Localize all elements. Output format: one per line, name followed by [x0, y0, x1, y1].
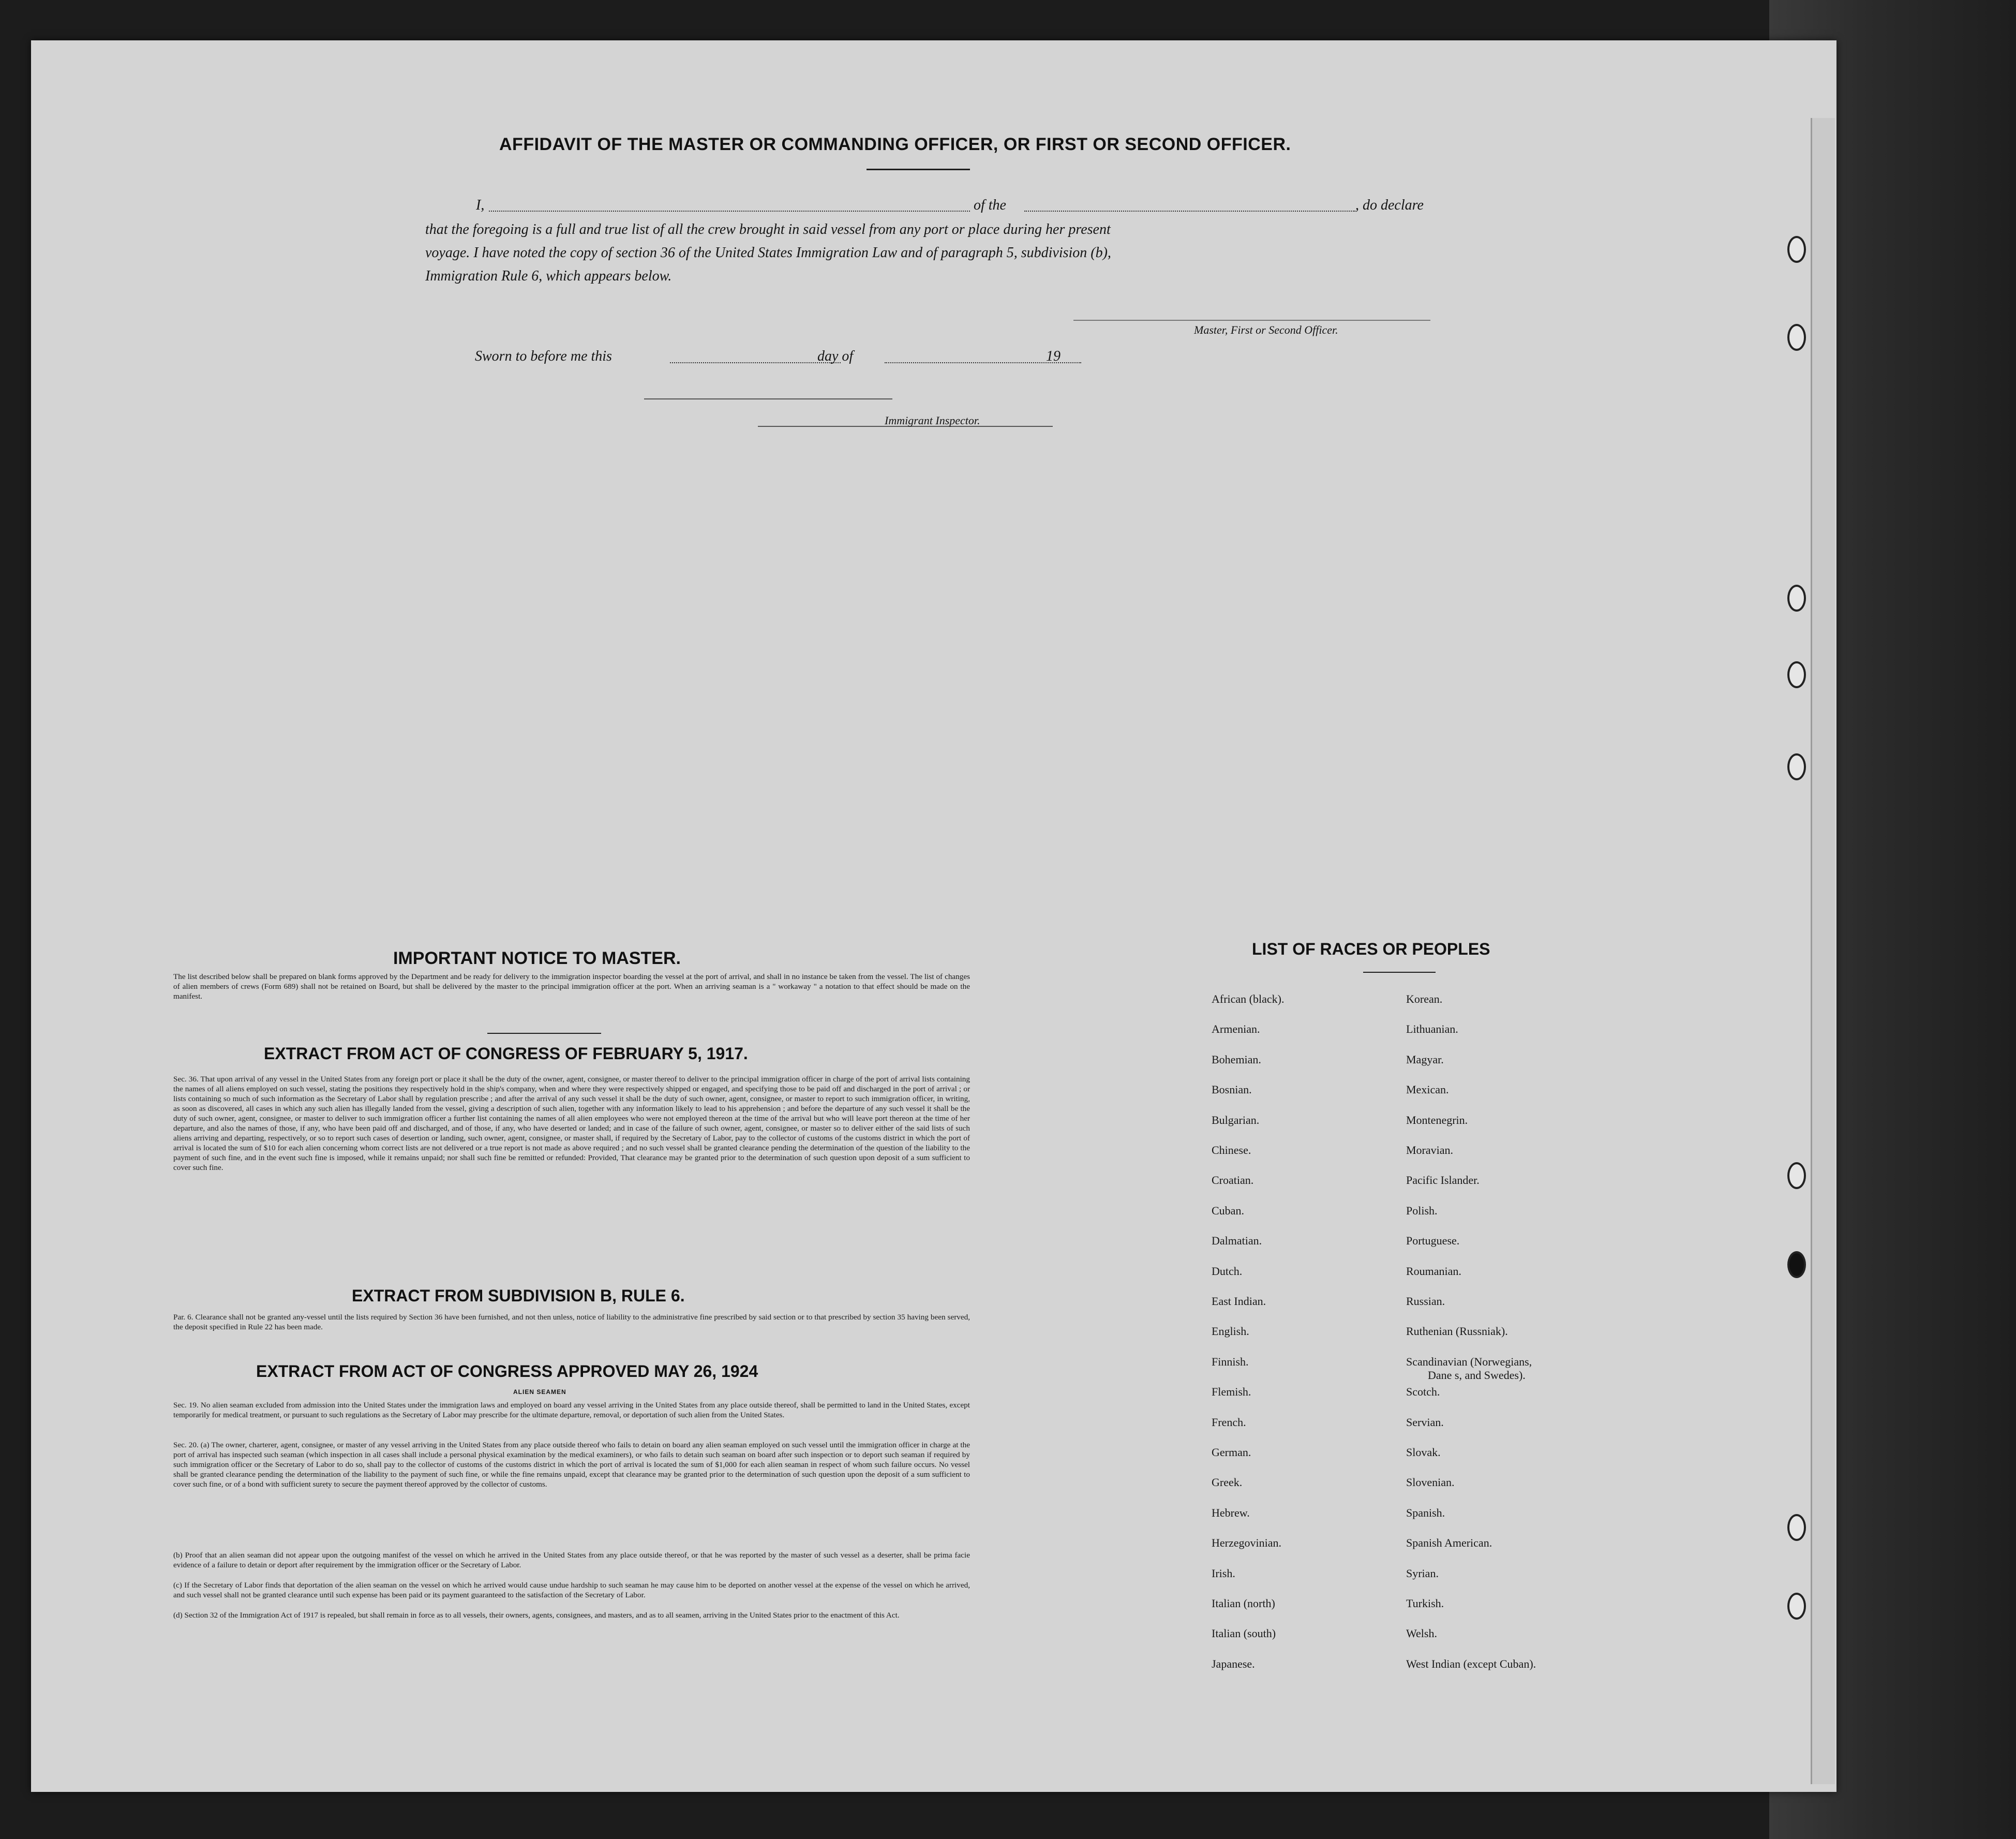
race-item: Irish. — [1212, 1566, 1235, 1580]
race-item: German. — [1212, 1446, 1251, 1459]
punch-hole — [1787, 1514, 1806, 1541]
rule-6-title: EXTRACT FROM SUBDIVISION B, RULE 6. — [352, 1286, 685, 1305]
race-item: Spanish. — [1406, 1506, 1445, 1519]
race-item: Flemish. — [1212, 1385, 1251, 1399]
race-item: Slovak. — [1406, 1446, 1441, 1459]
race-item: Polish. — [1406, 1204, 1438, 1217]
punch-hole — [1787, 1162, 1806, 1189]
race-item: English. — [1212, 1325, 1249, 1338]
race-item: Welsh. — [1406, 1627, 1437, 1640]
affidavit-title: AFFIDAVIT OF THE MASTER OR COMMANDING OFFICER, OR FIRST OR SECOND OFFICER. — [499, 135, 1291, 154]
race-item: Cuban. — [1212, 1204, 1244, 1217]
race-item: Hebrew. — [1212, 1506, 1250, 1519]
race-item: Dane s, and Swedes). — [1428, 1368, 1526, 1382]
affidavit-line-3: voyage. I have noted the copy of section 36 of the United States Immigration Law and of paragraph 5, subdivision (b), — [425, 245, 1111, 261]
rule-6-body: Par. 6. Clearance shall not be granted any-vessel until the lists required by Section 36 have been furnished, and not then unless, notice of liability to the administrative fine prescribed by said section or to that prescribed by section 35 having been served, the deposit specified in Rule 22 has been made. — [173, 1313, 970, 1331]
sworn-day-of: day of — [817, 348, 854, 364]
race-item: Slovenian. — [1406, 1476, 1455, 1489]
title-rule — [867, 169, 970, 170]
inspector-label: Immigrant Inspector. — [885, 414, 980, 427]
punch-hole — [1787, 1251, 1806, 1278]
affidavit-line-2: that the foregoing is a full and true list of all the crew brought in said vessel from any port or place during her present — [425, 221, 1111, 238]
race-item: Ruthenian (Russniak). — [1406, 1325, 1508, 1338]
race-item: Greek. — [1212, 1476, 1243, 1489]
race-item: Moravian. — [1406, 1144, 1454, 1156]
race-item: Montenegrin. — [1406, 1113, 1468, 1126]
race-item: Bohemian. — [1212, 1052, 1261, 1066]
race-item: Dalmatian. — [1212, 1234, 1262, 1248]
race-item: Italian (north) — [1212, 1597, 1275, 1610]
race-item: Croatian. — [1212, 1174, 1254, 1187]
sec-20b-body: (b) Proof that an alien seaman did not appear upon the outgoing manifest of the vessel on which he arrived in the United States from any place outside thereof, or that he was reported by the master of such vessel as a deserter, shall be prima facie evidence of a failure to detain or deport after requirement by the immigration officer or the Secretary of Labor. — [173, 1551, 970, 1569]
race-item: West Indian (except Cuban). — [1406, 1657, 1536, 1670]
race-item: Turkish. — [1406, 1597, 1444, 1610]
race-item: French. — [1212, 1415, 1246, 1429]
race-item: Italian (south) — [1212, 1627, 1276, 1640]
race-item: Japanese. — [1212, 1657, 1255, 1670]
race-item: Finnish. — [1212, 1355, 1249, 1368]
race-item: Scotch. — [1406, 1385, 1440, 1399]
race-item: Herzegovinian. — [1212, 1536, 1281, 1550]
punch-hole — [1787, 324, 1806, 351]
race-item: Roumanian. — [1406, 1264, 1461, 1278]
race-item: Pacific Islander. — [1406, 1174, 1480, 1187]
extract-1924-title: EXTRACT FROM ACT OF CONGRESS APPROVED MAY 26, 1924 — [256, 1362, 758, 1381]
race-item: Armenian. — [1212, 1022, 1260, 1036]
punch-hole — [1787, 753, 1806, 780]
race-item: Korean. — [1406, 992, 1443, 1005]
sec-20a-body: Sec. 20. (a) The owner, charterer, agent, consignee, or master of any vessel arriving in the United States from any place outside thereof who fails to detain on board any alien seaman employed on such vessel until the immigration officer in charge at the port of arrival has inspected such seaman (which inspection in all cases shall include a personal physical examination by the medical examiners), or who fails to detain such seaman on board after such inspection or to deport such seaman if required by such immigration officer or the Secretary of Labor to do so, shall pay to the collector of customs of the customs district in which the port of arrival is located the sum of $1,000 for each alien seaman in respect of whom such failure occurs. No vessel shall be granted clearance pending the determination of the liability to the payment of such fine, or while the fine remains unpaid, except that clearance may be granted prior to the determination of such question upon the deposit of a sum sufficient to cover such fine, or of a bond with sufficient surety to secure the payment thereof approved by the collector of customs. — [173, 1441, 970, 1489]
race-item: Syrian. — [1406, 1566, 1439, 1580]
race-item: Servian. — [1406, 1415, 1444, 1429]
sec-20d-body: (d) Section 32 of the Immigration Act of 1917 is repealed, but shall remain in force as to all vessels, their owners, agents, consignees, and masters, and as to all seamen, arriving in the United States prior to the enactment of this Act. — [173, 1611, 900, 1620]
races-rule — [1363, 972, 1436, 973]
affidavit-line-4: Immigration Rule 6, which appears below. — [425, 268, 672, 284]
extract-1917-body: Sec. 36. That upon arrival of any vessel in the United States from any foreign port or place it shall be the duty of the owner, agent, consignee, or master thereof to deliver to the principal immigration officer in charge of the port of arrival lists containing the names of all aliens employed on such vessel, stating the positions they respectively hold in the ship's company, when and where they were respectively shipped or engaged, and specifying those to be paid off and discharged in the port of arrival ; or lists containing so much of such information as the Secretary of Labor shall by regulation prescribe ; and after the arrival of any such vessel it shall be the duty of such owner, agent, consignee, or master to report to such immigration officer, in writing, as soon as discovered, all cases in which any such alien has illegally landed from the vessel, giving a description of such alien, together with any information likely to lead to his apprehension ; and before the departure of any such vessel it shall be the duty of such owner, agent, consignee, or master to deliver to such immigration officer a further list containing the names of all alien employees who were not employed thereon at the time of the arrival but who will leave port thereon at the time of her departure, and also the names of those, if any, who have been paid off and discharged, and of those, if any, who have deserted or landed; and in case of the failure of such owner, agent, consignee, or master so to deliver either of the said lists of such aliens arriving and departing, respectively, or so to report such cases of desertion or landing, such owner, agent, consignee, or master shall, if required by the Secretary of Labor, pay to the collector of customs of the customs district in which the port of arrival is located the sum of $10 for each alien concerning whom correct lists are not delivered or a true report is not made as above required ; and no such vessel shall be granted clearance pending the determination of the question of the liability to the payment of such fine, and in the event such fine is imposed, while it remains unpaid; nor shall such fine be remitted or refunded: Provided, That clearance may be granted prior to the determination of such question upon deposit of a sum sufficient to cover such fine. — [173, 1075, 970, 1172]
punch-hole — [1787, 661, 1806, 688]
sworn-year: 19 — [1046, 348, 1061, 364]
document-page — [31, 40, 1836, 1792]
punch-hole — [1787, 585, 1806, 612]
race-item: Dutch. — [1212, 1264, 1243, 1278]
punch-hole — [1787, 1593, 1806, 1620]
notice-title: IMPORTANT NOTICE TO MASTER. — [393, 948, 681, 968]
race-item: Magyar. — [1406, 1052, 1444, 1066]
master-signature-label: Master, First or Second Officer. — [1194, 323, 1338, 336]
affidavit-i: I, — [476, 197, 485, 213]
race-item: Chinese. — [1212, 1144, 1251, 1156]
sec-20c-body: (c) If the Secretary of Labor finds that deportation of the alien seaman on the vessel on which he arrived would cause undue hardship to such seaman he may cause him to be deported on another vessel at the expense of the vessel on which he arrived, and such vessel shall not be granted clearance until such expense has been paid or its payment guaranteed to the satisfaction of the Secretary of Labor. — [173, 1581, 970, 1599]
name-blank — [489, 211, 970, 212]
race-item: East Indian. — [1212, 1295, 1266, 1308]
affidavit-declare: , do declare — [1355, 197, 1424, 213]
race-item: Spanish American. — [1406, 1536, 1492, 1550]
race-item: Bulgarian. — [1212, 1113, 1260, 1126]
master-signature-line — [1073, 320, 1430, 321]
notice-rule — [487, 1033, 601, 1034]
sec-19-body: Sec. 19. No alien seaman excluded from admission into the United States under the immigration laws and employed on board any vessel arriving in the United States from any place outside thereof, shall be permitted to land in the United States, except temporarily for medical treatment, or pursuant to such regulations as the Secretary of Labor may prescribe for the ultimate departure, removal, or deportation of such alien from the United States. — [173, 1401, 970, 1419]
sworn-day-blank — [670, 362, 841, 363]
race-item: Mexican. — [1406, 1083, 1449, 1096]
inspector-line-1 — [644, 398, 892, 399]
affidavit-of-the: of the — [974, 197, 1006, 213]
punch-hole — [1787, 236, 1806, 263]
race-item: Russian. — [1406, 1295, 1445, 1308]
races-title: LIST OF RACES OR PEOPLES — [1252, 940, 1490, 958]
alien-seamen-subtitle: ALIEN SEAMEN — [513, 1388, 566, 1396]
extract-1917-title: EXTRACT FROM ACT OF CONGRESS OF FEBRUARY 5, 1917. — [264, 1044, 748, 1063]
race-item: African (black). — [1212, 992, 1285, 1005]
sworn-prefix: Sworn to before me this — [475, 348, 612, 364]
race-item: Bosnian. — [1212, 1083, 1252, 1096]
race-item: Scandinavian (Norwegians, — [1406, 1355, 1532, 1368]
page-stack-edge — [1811, 118, 1835, 1784]
race-item: Portuguese. — [1406, 1234, 1460, 1248]
race-item: Lithuanian. — [1406, 1022, 1458, 1036]
vessel-blank — [1024, 211, 1355, 212]
notice-body: The list described below shall be prepared on blank forms approved by the Department and be ready for delivery to the immigration inspector boarding the vessel at the port of arrival, and shall in no instance be taken from the vessel. The list of changes of alien members of crews (Form 689) shall not be retained on Board, but shall be delivered by the master to the principal immigration officer at the port. When an arriving seaman is a " workaway " a notation to that effect should be made on the manifest. — [173, 972, 970, 1001]
